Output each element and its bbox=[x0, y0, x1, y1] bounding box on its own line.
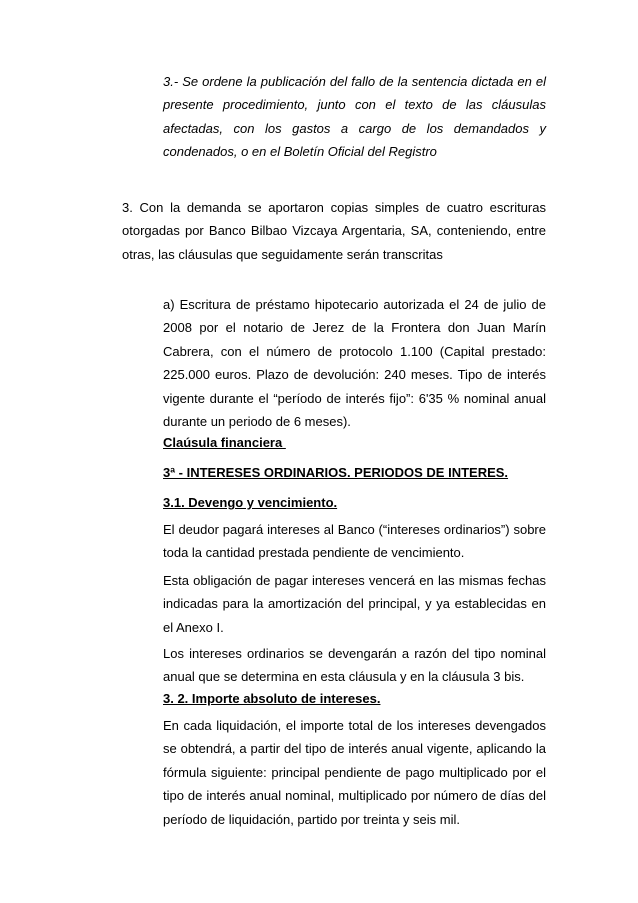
paragraph-devengaran: Los intereses ordinarios se devengarán a razón del tipo nominal anual que se determina en esta cláusula y en la cláusula 3 bis. bbox=[163, 646, 546, 685]
heading-importe-absoluto: 3. 2. Importe absoluto de intereses. bbox=[163, 691, 381, 706]
deed-a-paragraph: a) Escritura de préstamo hipotecario autorizada el 24 de julio de 2008 por el notario de Jerez de la Frontera don Juan Marín Cabrera, con el número de protocolo 1.100 (Capital prestado: 225.000 euros. Plazo de devolución: 240 meses. Tipo de interés vigente durante el “período de interés fijo”: 6'35 % nominal anual durante un periodo de 6 meses). bbox=[163, 297, 546, 430]
paragraph-liquidacion: En cada liquidación, el importe total de los intereses devengados se obtendrá, a partir del tipo de interés anual vigente, aplicando la fórmula siguiente: principal pendiente de pago multiplicado por el tipo de interés anual nominal, multiplicado por número de días del período de liquidación, partido por treinta y seis mil. bbox=[163, 718, 546, 827]
paragraph-deudor: El deudor pagará intereses al Banco (“intereses ordinarios”) sobre toda la cantidad prestada pendiente de vencimiento. bbox=[163, 522, 546, 561]
heading-devengo-vencimiento: 3.1. Devengo y vencimiento. bbox=[163, 495, 338, 510]
item-3-publication-request: 3.- Se ordene la publicación del fallo de la sentencia dictada en el presente procedimiento, junto con el texto de las cláusulas afectadas, con los gastos a cargo de los demandados y condenados, o en el Boletín Oficial del Registro bbox=[163, 74, 546, 160]
section-3-paragraph: 3. Con la demanda se aportaron copias simples de cuatro escrituras otorgadas por Banco Bilbao Vizcaya Argentaria, SA, conteniendo, entre otras, las cláusulas que seguidamente serán transcritas bbox=[122, 200, 546, 262]
heading-intereses-ordinarios: 3ª - INTERESES ORDINARIOS. PERIODOS DE INTERES. bbox=[163, 465, 509, 480]
paragraph-obligacion: Esta obligación de pagar intereses vencerá en las mismas fechas indicadas para la amortización del principal, y ya establecidas en el Anexo I. bbox=[163, 573, 546, 635]
heading-clausula-financiera: Claúsula financiera bbox=[163, 435, 286, 450]
